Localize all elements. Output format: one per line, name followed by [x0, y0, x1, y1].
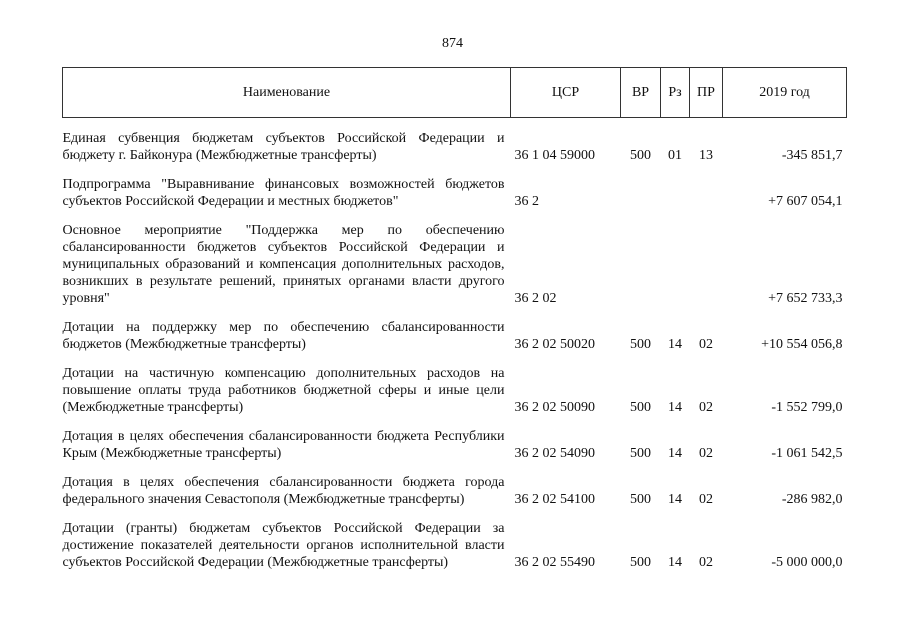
- row-csr: 36 2 02 54090: [514, 446, 595, 461]
- row-csr: 36 2 02 50020: [514, 337, 595, 352]
- row-amount: -1 552 799,0: [771, 400, 843, 415]
- row-vr: 500: [630, 337, 651, 352]
- row-vr: 500: [630, 400, 651, 415]
- row-csr: 36 2 02 55490: [514, 555, 595, 570]
- row-rz: 14: [668, 555, 682, 570]
- row-amount: +7 607 054,1: [768, 194, 843, 209]
- row-pr: 02: [699, 446, 713, 461]
- row-rz: 14: [668, 492, 682, 507]
- row-pr: [690, 168, 723, 214]
- table-row: [63, 466, 847, 512]
- row-csr: 36 2: [514, 194, 539, 209]
- table-row: [63, 168, 847, 214]
- row-amount: +10 554 056,8: [761, 337, 843, 352]
- row-pr: 02: [699, 492, 713, 507]
- row-vr: 500: [630, 148, 651, 163]
- row-csr: 36 2 02: [514, 291, 557, 306]
- table-header-row: [63, 68, 847, 118]
- row-pr: 02: [699, 337, 713, 352]
- row-rz: 14: [668, 446, 682, 461]
- row-vr: 500: [630, 492, 651, 507]
- header-name: Наименование: [63, 68, 511, 118]
- header-year: 2019 год: [723, 68, 847, 118]
- row-rz: 01: [668, 148, 682, 163]
- row-pr: 02: [699, 555, 713, 570]
- row-amount: +7 652 733,3: [768, 291, 843, 306]
- row-amount: -286 982,0: [781, 492, 843, 507]
- row-pr: 13: [699, 148, 713, 163]
- row-vr: [621, 214, 661, 311]
- row-csr: 36 2 02 50090: [514, 400, 595, 415]
- row-name: Подпрограмма "Выравнивание финансовых возможностей бюджетов субъектов Российской Федерации и местных бюджетов": [62, 177, 505, 209]
- row-csr: 36 2 02 54100: [514, 492, 595, 507]
- table-row: [63, 512, 847, 575]
- header-pr: ПР: [690, 68, 723, 118]
- table-row: [63, 311, 847, 357]
- table-row: [63, 357, 847, 420]
- row-amount: -345 851,7: [781, 148, 843, 163]
- row-rz: 14: [668, 400, 682, 415]
- row-name: Дотации на поддержку мер по обеспечению сбалансированности бюджетов (Межбюджетные трансферты): [62, 320, 505, 352]
- row-name: Дотация в целях обеспечения сбалансированности бюджета города федерального значения Севастополя (Межбюджетные трансферты): [62, 475, 505, 507]
- budget-table: [62, 67, 847, 575]
- table-row: [63, 118, 847, 169]
- row-vr: [621, 168, 661, 214]
- row-rz: [661, 168, 690, 214]
- header-rz: Рз: [661, 68, 690, 118]
- table-row: [63, 214, 847, 311]
- row-rz: 14: [668, 337, 682, 352]
- header-vr: ВР: [621, 68, 661, 118]
- row-amount: -5 000 000,0: [771, 555, 843, 570]
- row-vr: 500: [630, 555, 651, 570]
- header-csr: ЦСР: [511, 68, 621, 118]
- row-name: Дотации на частичную компенсацию дополнительных расходов на повышение оплаты труда работников бюджетной сферы и иные цели (Межбюджетные трансферты): [62, 366, 505, 415]
- page-number: 874: [442, 36, 463, 51]
- row-pr: [690, 214, 723, 311]
- row-amount: -1 061 542,5: [771, 446, 843, 461]
- row-name: Единая субвенция бюджетам субъектов Российской Федерации и бюджету г. Байконура (Межбюджетные трансферты): [62, 131, 505, 163]
- row-name: Основное мероприятие "Поддержка мер по обеспечению сбалансированности бюджетов субъектов Российской Федерации и муниципальных образований и компенсация дополнительных расходов, возникших в результате решений, принятых органами власти другого уровня": [62, 223, 505, 306]
- row-csr: 36 1 04 59000: [514, 148, 595, 163]
- row-pr: 02: [699, 400, 713, 415]
- row-vr: 500: [630, 446, 651, 461]
- table-row: [63, 420, 847, 466]
- row-rz: [661, 214, 690, 311]
- row-name: Дотация в целях обеспечения сбалансированности бюджета Республики Крым (Межбюджетные трансферты): [62, 429, 505, 461]
- row-name: Дотации (гранты) бюджетам субъектов Российской Федерации за достижение показателей деятельности органов исполнительной власти субъектов Российской Федерации (Межбюджетные трансферты): [62, 521, 505, 570]
